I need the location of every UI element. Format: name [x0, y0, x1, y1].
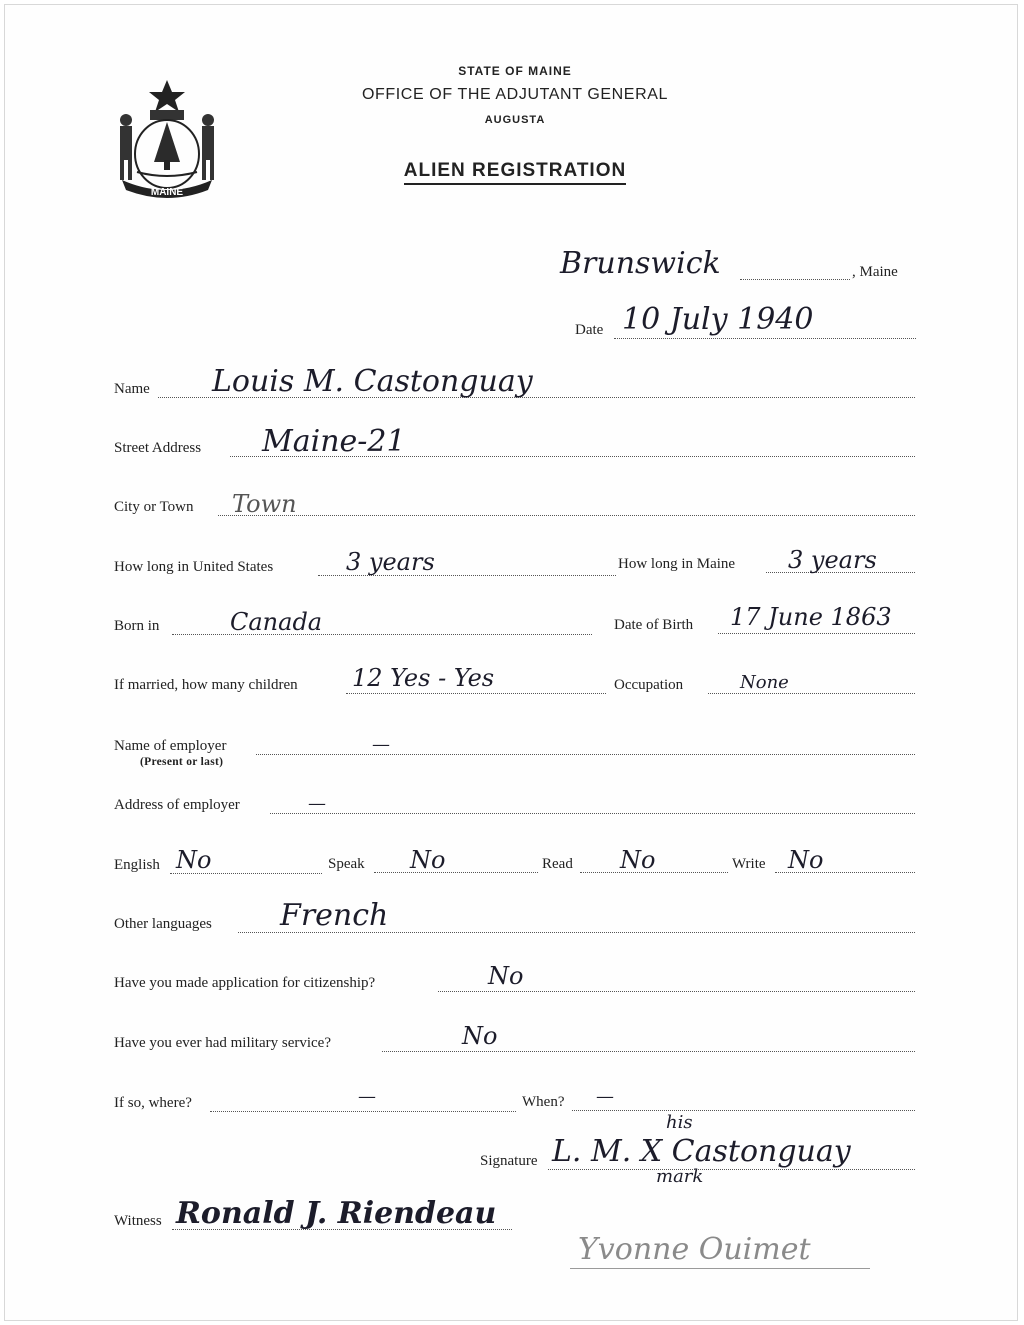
date-label: Date	[575, 322, 604, 338]
witness-value: Ronald J. Riendeau	[176, 1196, 497, 1231]
citizenship-value: No	[488, 962, 524, 990]
city-value: Town	[232, 490, 297, 518]
employer-label: Name of employer	[114, 738, 227, 754]
form-title: ALIEN REGISTRATION	[300, 160, 730, 182]
years-us-value: 3 years	[346, 548, 435, 576]
second-witness-value: Yvonne Ouimet	[578, 1232, 811, 1267]
write-label: Write	[732, 856, 766, 872]
occupation-label: Occupation	[614, 677, 684, 693]
signature-label: Signature	[480, 1153, 538, 1169]
military-label: Have you ever had military service?	[114, 1035, 331, 1051]
name-value: Louis M. Castonguay	[212, 364, 533, 399]
office-heading: OFFICE OF THE ADJUTANT GENERAL	[361, 86, 669, 103]
military-value: No	[462, 1022, 498, 1050]
city-heading: AUGUSTA	[484, 114, 546, 126]
other-languages-label: Other languages	[114, 916, 212, 932]
english-label: English	[114, 857, 160, 873]
occupation-value: None	[740, 672, 789, 693]
years-maine-label: How long in Maine	[618, 556, 736, 572]
born-in-value: Canada	[230, 608, 323, 636]
dob-value: 17 June 1863	[730, 603, 892, 631]
signature-mark-top: his	[666, 1112, 693, 1133]
citizenship-label: Have you made application for citizenship?	[114, 975, 376, 991]
street-value: Maine-21	[262, 424, 406, 459]
when-label: When?	[522, 1094, 565, 1110]
street-label: Street Address	[114, 440, 202, 456]
when-value: —	[596, 1086, 614, 1107]
english-value: No	[176, 846, 212, 874]
seal-text: MAINE	[150, 187, 184, 198]
dob-label: Date of Birth	[614, 617, 694, 633]
speak-label: Speak	[328, 856, 365, 872]
married-value: 12 Yes - Yes	[352, 664, 495, 692]
signature-value: L. M. X Castonguay	[552, 1134, 851, 1169]
maine-state-seal-icon	[112, 76, 222, 198]
years-maine-value: 3 years	[788, 546, 877, 574]
maine-label: , Maine	[852, 264, 898, 280]
town-value: Brunswick	[560, 246, 721, 281]
speak-value: No	[410, 846, 446, 874]
employer-sublabel: (Present or last)	[140, 756, 224, 768]
where-value: —	[358, 1086, 376, 1107]
date-value: 10 July 1940	[622, 302, 814, 337]
state-heading: STATE OF MAINE	[458, 64, 572, 78]
employer-address-label: Address of employer	[114, 797, 240, 813]
signature-mark-bottom: mark	[656, 1166, 704, 1187]
where-label: If so, where?	[114, 1095, 192, 1111]
years-us-label: How long in United States	[114, 559, 274, 575]
city-label: City or Town	[114, 499, 194, 515]
witness-label: Witness	[114, 1213, 162, 1229]
registration-form	[4, 4, 1018, 1321]
born-in-label: Born in	[114, 618, 160, 634]
employer-address-value: —	[308, 793, 326, 814]
write-value: No	[788, 846, 824, 874]
other-languages-value: French	[280, 898, 389, 933]
married-label: If married, how many children	[114, 677, 298, 693]
read-value: No	[620, 846, 656, 874]
employer-value: —	[372, 734, 390, 755]
read-label: Read	[542, 856, 573, 872]
name-label: Name	[114, 381, 150, 397]
